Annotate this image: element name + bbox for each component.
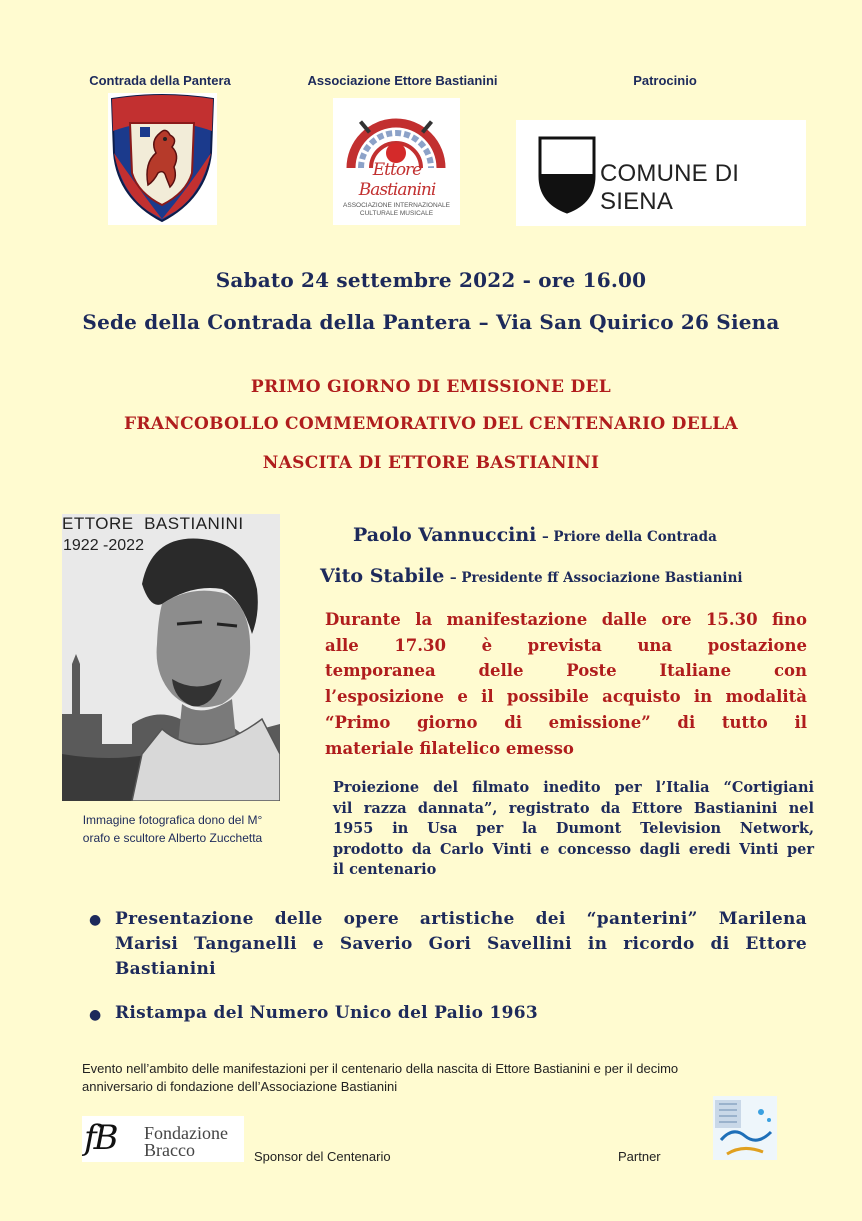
panther-shield-icon xyxy=(108,93,217,225)
poste-italiane-notice: Durante la manifestazione dalle ore 15.30 fino alle 17.30 è prevista una postazione temporanea delle Poste Italiane con l’esposizione e il possibile acquisto in modalità “Primo giorno di emissione” di tutto il materiale filatelico emesso xyxy=(325,610,807,758)
fb-monogram: fB xyxy=(84,1118,116,1158)
title-line: PRIMO GIORNO DI EMISSIONE DEL xyxy=(250,377,612,397)
speaker-priore: Paolo Vannuccini – Priore della Contrada xyxy=(353,524,717,546)
contrada-pantera-shield-logo xyxy=(108,93,217,225)
title-line: FRANCOBOLLO COMMEMORATIVO DEL CENTENARIO DELLA xyxy=(124,414,738,434)
sponsor-label: Sponsor del Centenario xyxy=(254,1149,391,1164)
partner-radio-logo xyxy=(713,1096,777,1160)
event-venue: Sede della Contrada della Pantera – Via San Quirico 26 Siena xyxy=(82,310,780,334)
photo-years: 1922 -2022 xyxy=(63,537,144,554)
photo-caption: Immagine fotografica dono del M° orafo e scultore Alberto Zucchetta xyxy=(82,813,263,845)
bastianini-photo xyxy=(62,514,280,801)
comune-logo-text: COMUNE DI SIENA xyxy=(600,160,740,215)
event-datetime: Sabato 24 settembre 2022 - ore 16.00 xyxy=(215,268,647,292)
fb-name: Fondazione Bracco xyxy=(144,1123,228,1160)
bastianini-signature: Ettore Bastianini xyxy=(358,160,436,200)
bullet-icon: ● xyxy=(89,912,102,928)
title-line: NASCITA DI ETTORE BASTIANINI xyxy=(262,453,600,473)
footer-note: Evento nell’ambito delle manifestazioni per il centenario della nascita di Ettore Bastianini e per il decimo anniversario di fondazione dell’Associazione Bastianini xyxy=(82,1061,679,1094)
bullet-item-ristampa: Ristampa del Numero Unico del Palio 1963 xyxy=(115,1003,538,1023)
association-label: Associazione Ettore Bastianini xyxy=(307,73,498,88)
siena-balzana-shield-icon xyxy=(538,136,596,214)
assoc-logo-caption: ASSOCIAZIONE INTERNAZIONALE CULTURALE MUSICALE xyxy=(343,202,450,217)
bullet-item-presentazione: Presentazione delle opere artistiche dei “panterini” Marilena Marisi Tanganelli e Saverio Gori Savellini in ricordo di Ettore Bastianini xyxy=(115,909,807,979)
comune-di-siena-logo xyxy=(516,120,806,226)
photo-heading: ETTORE BASTIANINI xyxy=(62,514,244,533)
bullet-icon: ● xyxy=(89,1007,102,1023)
contrada-label: Contrada della Pantera xyxy=(89,73,231,88)
partner-label: Partner xyxy=(618,1149,661,1164)
associazione-bastianini-logo xyxy=(333,98,460,225)
film-projection-notice: Proiezione del filmato inedito per l’Italia “Cortigiani vil razza dannata”, registrato da Ettore Bastianini nel 1955 in Usa per la Dumont Television Network, prodotto da Carlo Vinti e concesso dagli eredi Vinti per il centenario xyxy=(333,779,814,878)
patrocinio-label: Patrocinio xyxy=(633,73,697,88)
speaker-presidente: Vito Stabile – Presidente ff Associazione Bastianini xyxy=(320,565,743,587)
fondazione-bracco-logo xyxy=(82,1116,244,1162)
radio-logo-icon xyxy=(713,1096,777,1160)
portrait-illustration xyxy=(62,514,280,801)
